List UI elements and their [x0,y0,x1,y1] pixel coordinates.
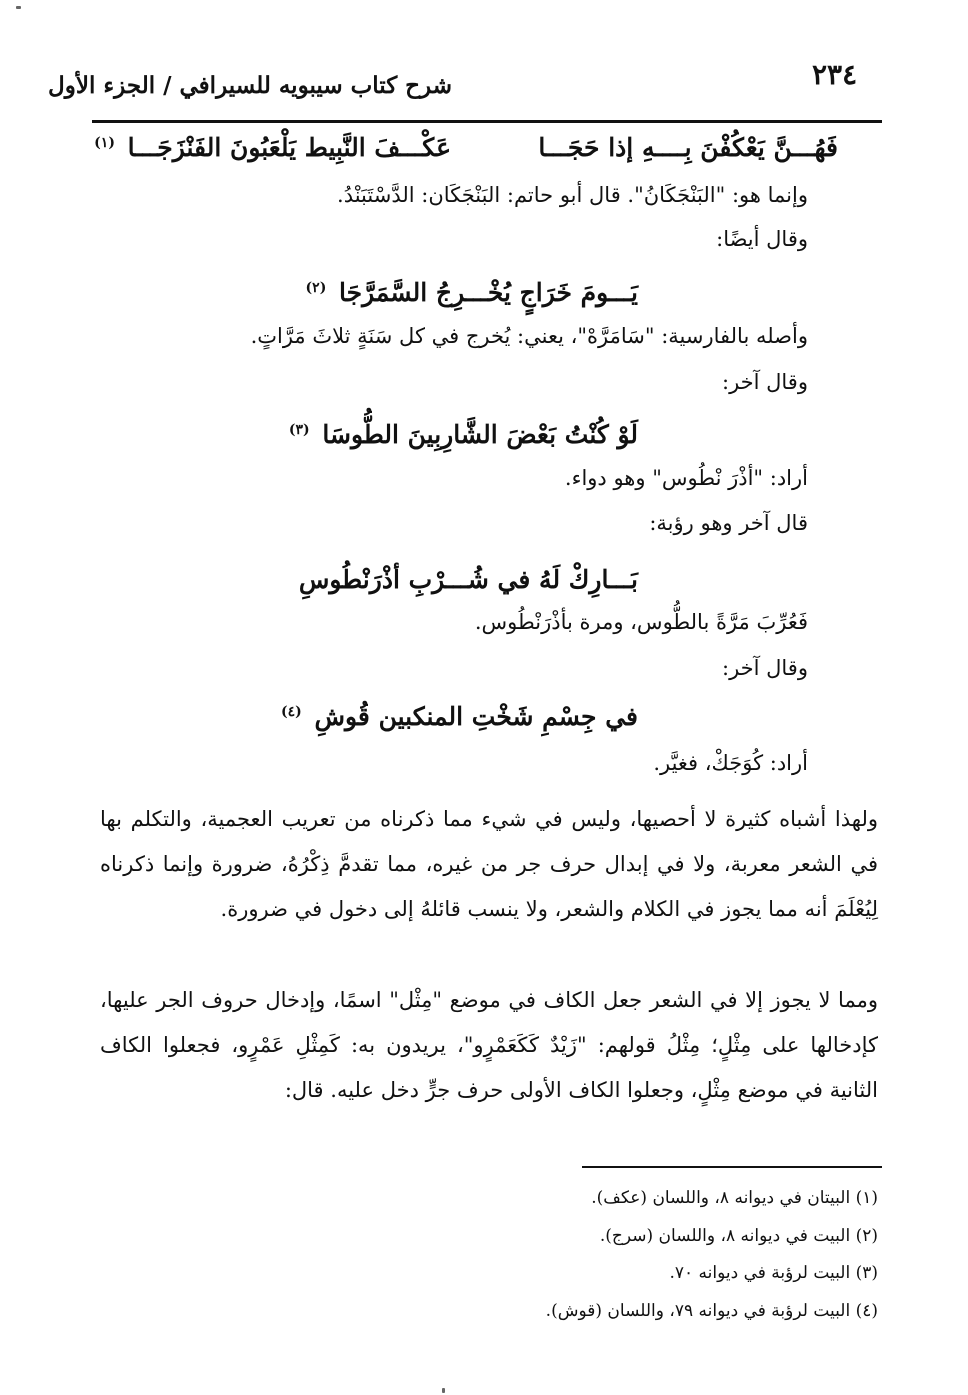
footnote-2: (٢) البيت في ديوانه ٨، واللسان (سرج). [599,1226,878,1246]
verse-text: عَكْـــفَ النَّبِيط يَلْعَبُونَ الفَنْزَجَـــا [127,133,451,162]
running-title: شرح كتاب سيبويه للسيرافي / الجزء الأول [48,72,452,99]
verse-text: بَـــارِكْ لَهُ في شُـــرْبِ أذْرَنْطُوسِ [298,565,638,594]
body-line: وإنما هو: "البَنْجَكَانُ". قال أبو حاتم: البَنْجَكَان: الدَّسْتَبَنْدُ. [337,183,808,207]
footnote-ref: (٤) [281,703,302,720]
page-number: ٢٣٤ [812,58,858,91]
verse-text: لَوْ كُنْتُ بَعْضَ الشَّارِبِينَ الطُّوسَا [322,420,638,449]
verse-text: في جِسْمِ شَخْتِ المنكبين قُوشِ [314,702,638,731]
paragraph: ولهذا أشباه كثيرة لا أحصيها، وليس في شيء مما ذكرناه من تعريب العجمية، والتكلم بها في الشعر معربة، ولا في إبدال حرف جر من غيره، مما تقدمَّ ذِكْرُهُ، ضرورة وإنما ذكرناه لِيُعْلَمَ أنه مما يجوز في الكلام والشعر، ولا ينسب قائلهُ إلى دخول في ضرورة. [100,807,878,921]
footnote-4: (٤) البيت لرؤبة في ديوانه ٧٩، واللسان (قوش). [545,1301,878,1321]
footnote-ref: (٢) [305,279,327,296]
verse-5 [277,702,638,731]
footnote-ref: (١) [94,134,115,151]
body-line: أراد: "أذْرَ نْطُوس" وهو دواء. [564,466,808,490]
body-line: وقال آخر: [722,370,808,394]
footnote-ref: (٣) [288,421,310,438]
scan-speck [16,6,21,9]
body-line: قال آخر وهو رؤبة: [649,511,808,535]
header-rule [92,120,882,123]
footnote-rule [582,1166,882,1168]
verse-text: يَـــومَ خَرَاجٍ يُخْـــرِجُ السَّمَرَّجَا [339,278,638,307]
scan-speck [442,1388,445,1393]
verse-4 [299,565,638,594]
verse-2 [302,278,638,307]
body-line: وقال أيضًا: [716,227,808,251]
body-line: وأصله بالفارسية: "سَامَرَّهْ"، يعني: يُخرج في كل سَنَةٍ ثلاثَ مَرَّاتٍ. [250,324,808,348]
footnote-3: (٣) البيت لرؤبة في ديوانه ٧٠. [669,1263,878,1283]
body-line: أراد: كُوَجَكْ، فغيَّر. [653,751,808,775]
body-line: وقال آخر: [722,656,808,680]
paragraph: ومما لا يجوز إلا في الشعر جعل الكاف في موضع "مِثْل" اسمًا، وإدخال حروف الجر عليها، كإدخالها على مِثْلٍ؛ مِثْلُ قولهم: "زَيْدٌ كَكَعَمْرٍو"، يريدون به: كَمِثْلِ عَمْرٍو، فجعلوا الكاف الثانية في موضع مِثْلٍ، وجعلوا الكاف الأولى حرف جرٍّ دخل عليه. قال: [100,988,878,1102]
verse-1-right-hemistich [538,133,838,162]
verse-text: فَهُـــنَّ يَعْكُفْنَ بِــــهِ إذا حَجَـــا [538,133,838,162]
body-line: فَعُرِّبَ مَرَّةً بالطُّوس، ومرة بأذْرَنْطُوس. [474,610,808,634]
verse-1-left-hemistich [90,133,451,162]
footnote-1: (١) البيتان في ديوانه ٨، واللسان (عكف). [591,1188,878,1208]
verse-3 [285,420,638,449]
